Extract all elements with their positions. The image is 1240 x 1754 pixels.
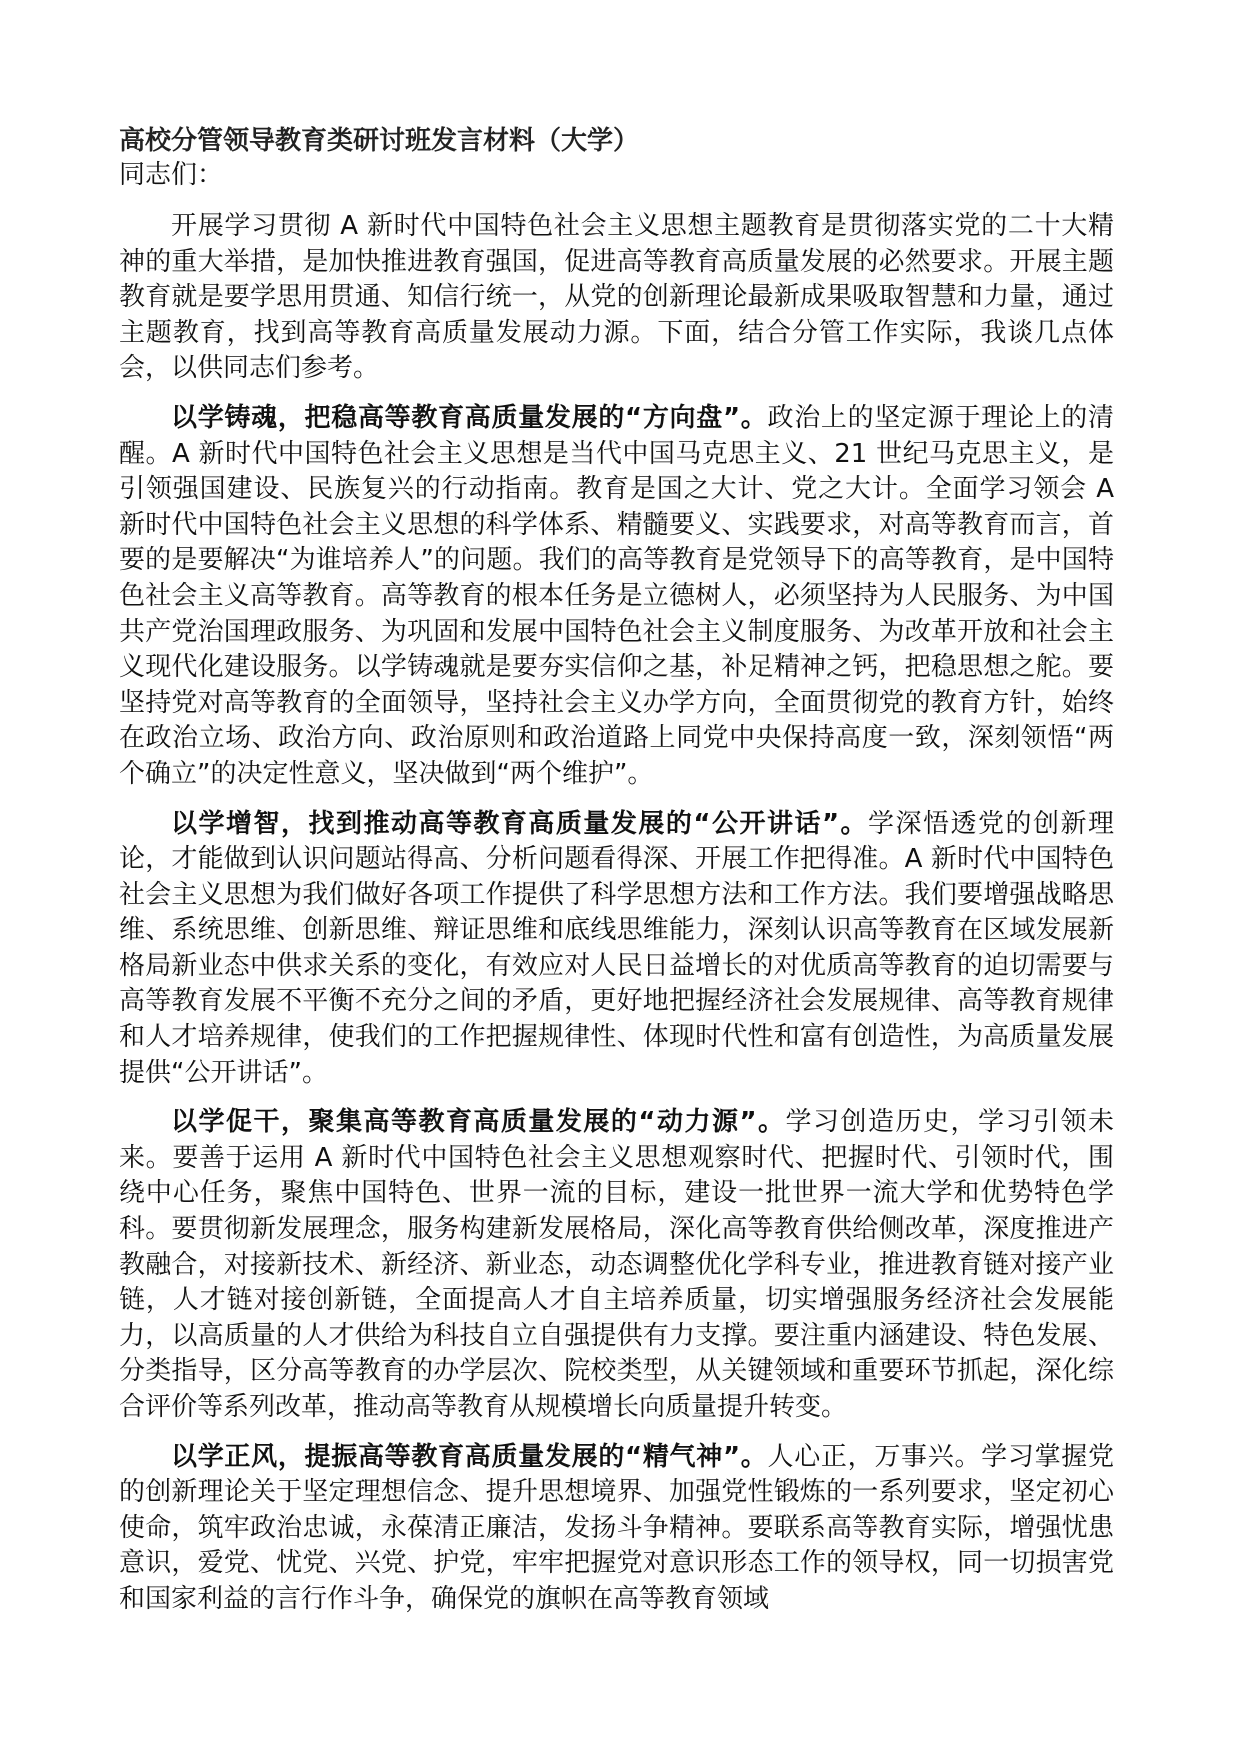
salutation: 同志们： — [119, 160, 224, 190]
paragraph-heading: 以学增智，找到推动高等教育高质量发展的“公开讲话”。 — [171, 808, 869, 839]
paragraph-2 — [119, 807, 1114, 1092]
paragraph-text: 人心正，万事兴。学习掌握党的创新理论关于坚定理想信念、提升思想境界、加强党性锻炼的一系列要求，坚定初心使命，筑牢政治忠诚，永葆清正廉洁，发扬斗争精神。要联系高等教育实际，增强忧患意识，爱党、忧党、兴党、护党，牢牢把握党对意识形态工作的领导权，同一切损害党和国家利益的言行作斗争，确保党的旗帜在高等教育领域 — [119, 1441, 1114, 1614]
paragraph-text: 政治上的坚定源于理论上的清醒。A 新时代中国特色社会主义思想是当代中国马克思主义、21 世纪马克思主义，是引领强国建设、民族复兴的行动指南。教育是国之大计、党之大计。全面学习领会 A 新时代中国特色社会主义思想的科学体系、精髓要义、实践要求，对高等教育而言，首要的是要解决“为谁培养人”的问题。我们的高等教育是党领导下的高等教育，是中国特色社会主义高等教育。高等教育的根本任务是立德树人，必须坚持为人民服务、为中国共产党治国理政服务、为巩固和发展中国特色社会主义制度服务、为改革开放和社会主义现代化建设服务。以学铸魂就是要夯实信仰之基，补足精神之钙，把稳思想之舵。要坚持党对高等教育的全面领导，坚持社会主义办学方向，全面贯彻党的教育方针，始终在政治立场、政治方向、政治原则和政治道路上同党中央保持高度一致，深刻领悟“两个确立”的决定性意义，坚决做到“两个维护”。 — [119, 402, 1114, 789]
paragraph-intro — [119, 209, 1114, 387]
paragraph-4 — [119, 1440, 1114, 1618]
document-body — [119, 124, 1114, 1632]
paragraph-text: 学习创造历史，学习引领未来。要善于运用 A 新时代中国特色社会主义思想观察时代、把握时代、引领时代，围绕中心任务，聚焦中国特色、世界一流的目标，建设一批世界一流大学和优势特色学科。要贯彻新发展理念，服务构建新发展格局，深化高等教育供给侧改革，深度推进产教融合，对接新技术、新经济、新业态，动态调整优化学科专业，推进教育链对接产业链，人才链对接创新链，全面提高人才自主培养质量，切实增强服务经济社会发展能力，以高质量的人才供给为科技自立自强提供有力支撑。要注重内涵建设、特色发展、分类指导，区分高等教育的办学层次、院校类型，从关键领域和重要环节抓起，深化综合评价等系列改革，推动高等教育从规模增长向质量提升转变。 — [119, 1107, 1114, 1422]
paragraph-heading: 以学铸魂，把稳高等教育高质量发展的“方向盘”。 — [171, 402, 768, 433]
paragraph-heading: 以学促干，聚集高等教育高质量发展的“动力源”。 — [171, 1107, 786, 1138]
paragraph-text: 学深悟透党的创新理论，才能做到认识问题站得高、分析问题看得深、开展工作把得准。A 新时代中国特色社会主义思想为我们做好各项工作提供了科学思想方法和工作方法。我们要增强战略思维、系统思维、创新思维、辩证思维和底线思维能力，深刻认识高等教育在区域发展新格局新业态中供求关系的变化，有效应对人民日益增长的对优质高等教育的迫切需要与高等教育发展不平衡不充分之间的矛盾，更好地把握经济社会发展规律、高等教育规律和人才培养规律，使我们的工作把握规律性、体现时代性和富有创造性，为高质量发展提供“公开讲话”。 — [119, 808, 1114, 1088]
document-title: 高校分管领导教育类研讨班发言材料（大学） — [119, 126, 640, 156]
paragraph-heading: 以学正风，提振高等教育高质量发展的“精气神”。 — [171, 1441, 768, 1472]
paragraph-text: 开展学习贯彻 A 新时代中国特色社会主义思想主题教育是贯彻落实党的二十大精神的重大举措，是加快推进教育强国，促进高等教育高质量发展的必然要求。开展主题教育就是要学思用贯通、知信行统一，从党的创新理论最新成果吸取智慧和力量，通过主题教育，找到高等教育高质量发展动力源。下面，结合分管工作实际，我谈几点体会，以供同志们参考。 — [119, 211, 1114, 384]
paragraph-1 — [119, 401, 1114, 793]
paragraph-3 — [119, 1105, 1114, 1425]
